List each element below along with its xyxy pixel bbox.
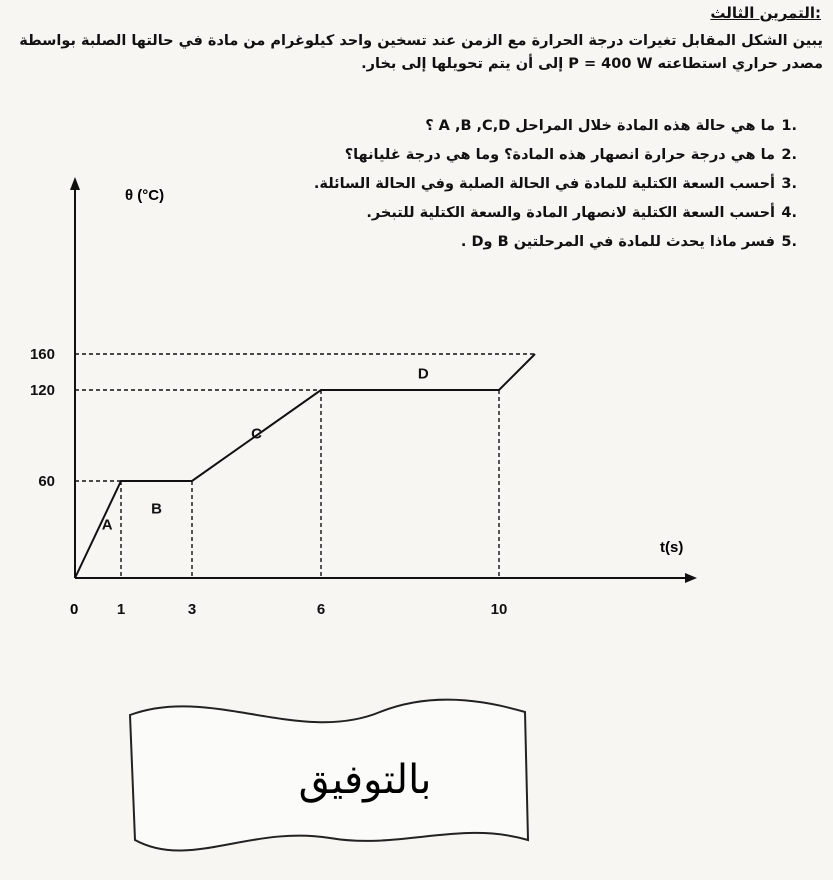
x-tick-label: 6: [316, 601, 326, 618]
question-1: .1ما هي حالة هذه المادة خلال المراحل A ,B ,C,D ؟: [425, 118, 797, 134]
x-tick-label: 10: [490, 601, 508, 618]
exercise-title: التمرين الثالث:: [710, 4, 821, 22]
y-tick-label: 60: [38, 473, 55, 490]
closing-text: بالتوفيق: [298, 757, 432, 803]
phase-label-D: D: [417, 365, 429, 383]
origin-label: 0: [70, 601, 79, 618]
intro-line-2: مصدر حراري استطاعته P = 400 W إلى أن يتم تحويلها إلى بخار.: [361, 56, 823, 72]
phase-label-B: B: [151, 500, 162, 518]
phase-label-A: A: [101, 516, 113, 534]
question-2: .2ما هي درجة حرارة انصهار هذه المادة؟ وما هي درجة غليانها؟: [344, 147, 797, 163]
question-5: .5فسر ماذا يحدث للمادة في المرحلتين B وD .: [460, 234, 797, 250]
y-axis-label: θ (°C): [125, 187, 165, 204]
y-tick-label: 160: [29, 346, 55, 363]
x-tick-label: 3: [187, 601, 197, 618]
intro-line-1: يبين الشكل المقابل تغيرات درجة الحرارة مع الزمن عند تسخين واحد كيلوغرام من مادة في حالتها الصلبة بواسطة: [19, 33, 823, 49]
x-tick-label: 1: [116, 601, 126, 618]
x-axis-label: t(s): [660, 539, 684, 556]
y-tick-label: 120: [29, 382, 55, 399]
phase-label-C: C: [251, 425, 262, 443]
question-4: .4أحسب السعة الكتلية لانصهار المادة والسعة الكتلية للتبخر.: [366, 205, 797, 221]
question-3: .3أحسب السعة الكتلية للمادة في الحالة الصلبة وفي الحالة السائلة.: [313, 176, 797, 192]
